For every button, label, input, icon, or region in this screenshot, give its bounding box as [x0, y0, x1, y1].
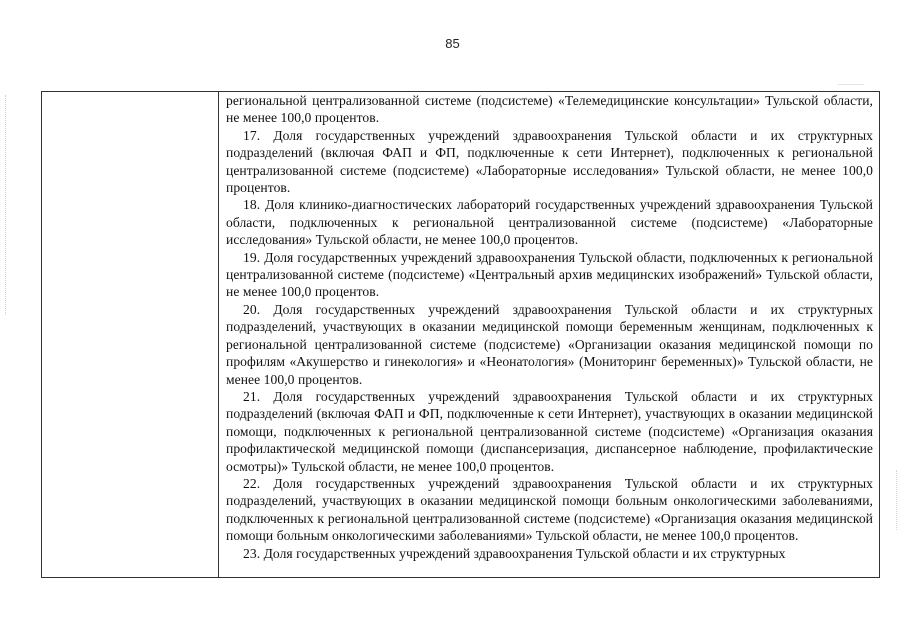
page-number: 85	[445, 36, 460, 51]
paragraph-continuation: региональной централизованной системе (подсистеме) «Телемедицинские консультации» Тульской области, не менее 100,0 процентов.	[226, 93, 873, 126]
paragraph-item-23: 23. Доля государственных учреждений здравоохранения Тульской области и их структурных	[243, 545, 786, 561]
paragraph-item-19: 19. Доля государственных учреждений здравоохранения Тульской области, подключенных к региональной централизованной системе (подсистеме) «Центральный архив медицинских изображений» Тульской области, не менее 100,0 процентов.	[226, 249, 873, 300]
table-right-cell	[219, 92, 879, 577]
margin-scan-marks	[5, 95, 8, 315]
scan-artifact	[838, 84, 864, 85]
document-table	[41, 91, 880, 578]
table-left-cell	[42, 92, 219, 577]
paragraph-item-17: 17. Доля государственных учреждений здравоохранения Тульской области и их структурных подразделений (включая ФАП и ФП, подключенные к сети Интернет), подключенных к региональной централизованной системе (подсистеме) «Лабораторные исследования» Тульской области, не менее 100,0 процентов.	[226, 127, 873, 196]
paragraph-item-20: 20. Доля государственных учреждений здравоохранения Тульской области и их структурных подразделений, участвующих в оказании медицинской помощи беременным женщинам, подключенных к региональной централизованной системе (подсистеме) «Организации оказания медицинской помощи по профилям «Акушерство и гинекология» и «Неонатология» (Мониторинг беременных)» Тульской области, не менее 100,0 процентов.	[226, 301, 873, 387]
margin-scan-marks-right	[896, 470, 899, 530]
paragraph-item-18: 18. Доля клинико-диагностических лабораторий государственных учреждений здравоохранения Тульской области, подключенных к региональной централизованной системе (подсистеме) «Лабораторные исследования» Тульской области, не менее 100,0 процентов.	[226, 197, 873, 248]
paragraph-item-21: 21. Доля государственных учреждений здравоохранения Тульской области и их структурных подразделений (включая ФАП и ФП, подключенные к сети Интернет), участвующих в оказании медицинской помощи, подключенных к региональной централизованной системе (подсистеме) «Организация оказания профилактической медицинской помощи (диспансеризация, диспансерное наблюдение, профилактические осмотры)» Тульской области, не менее 100,0 процентов.	[226, 388, 873, 474]
paragraph-item-22: 22. Доля государственных учреждений здравоохранения Тульской области и их структурных подразделений, участвующих в оказании медицинской помощи больным онкологическими заболеваниями, подключенных к региональной централизованной системе (подсистеме) «Организация оказания медицинской помощи больным онкологическими заболеваниями» Тульской области, не менее 100,0 процентов.	[226, 475, 873, 544]
